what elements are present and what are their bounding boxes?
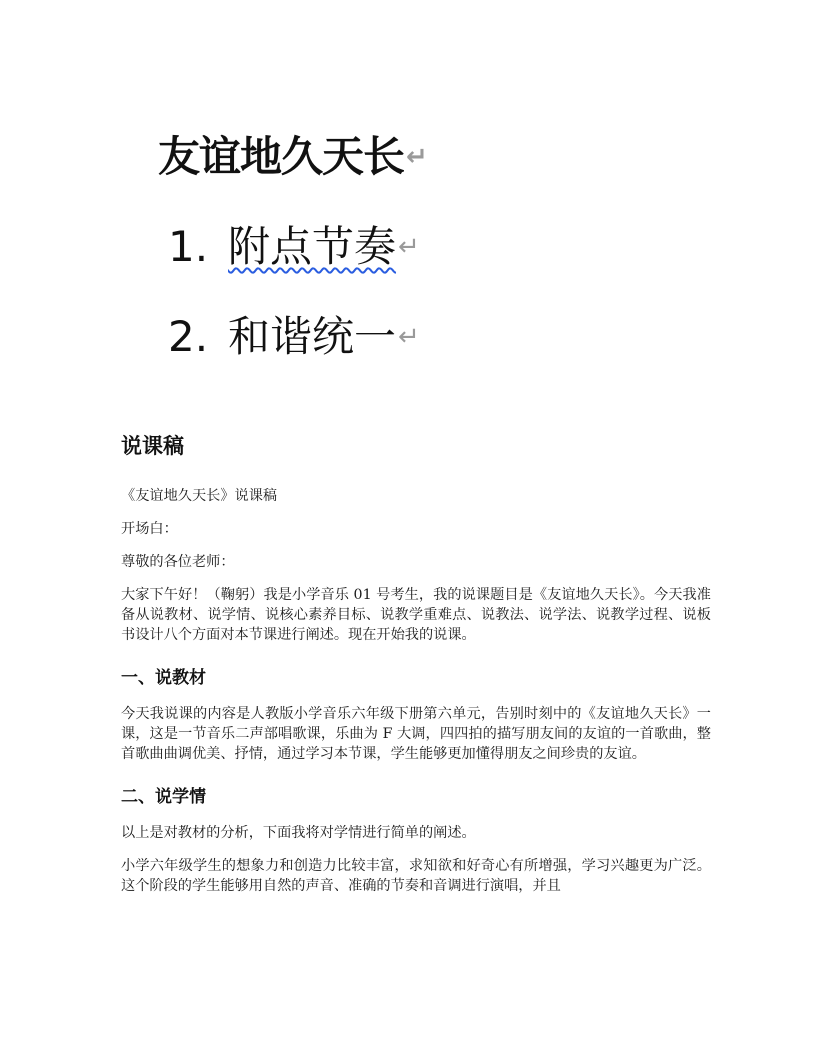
document-subtitle: 《友谊地久天长》说课稿 [121, 488, 278, 504]
section-paragraph: 小学六年级学生的想象力和创造力比较丰富，求知欲和好奇心有所增强，学习兴趣更为广泛。这个阶段的学生能够用自然的声音、准确的节奏和音调进行演唱，并且 [121, 858, 711, 894]
item-number: 1. [168, 222, 209, 271]
opening-label: 开场白： [121, 521, 178, 537]
item-text: 和谐统一 [228, 312, 397, 361]
image-item-2 [168, 304, 420, 364]
paragraph-mark-icon: ↵ [406, 142, 427, 172]
paragraph-mark-icon: ↵ [398, 322, 420, 352]
embedded-image [150, 110, 450, 370]
section-paragraph: 以上是对教材的分析，下面我将对学情进行简单的阐述。 [121, 825, 476, 841]
image-title: 友谊地久天长↵ [158, 132, 427, 181]
intro-paragraph: 大家下午好！（鞠躬）我是小学音乐 01 号考生，我的说课题目是《友谊地久天长》。今天我准备从说教材、说学情、说核心素养目标、说教学重难点、说教法、说学法、说教学过程、说板书设计八个方面对本节课进行阐述。现在开始我的说课。 [121, 587, 711, 643]
section-heading: 二、说学情 [121, 787, 206, 807]
section-heading: 一、说教材 [121, 668, 206, 688]
item-number: 2. [168, 312, 209, 361]
image-item-1 [168, 214, 420, 274]
document-title: 说课稿 [121, 434, 184, 458]
document-body [121, 430, 711, 909]
item-text: 附点节奏 [228, 222, 397, 271]
greeting: 尊敬的各位老师： [121, 554, 235, 570]
paragraph-mark-icon: ↵ [398, 232, 420, 262]
section-paragraph: 今天我说课的内容是人教版小学音乐六年级下册第六单元，告别时刻中的《友谊地久天长》一课，这是一节音乐二声部唱歌课，乐曲为 F 大调，四四拍的描写朋友间的友谊的一首歌曲，整首歌曲曲调优美、抒情，通过学习本节课，学生能够更加懂得朋友之间珍贵的友谊。 [121, 706, 711, 762]
